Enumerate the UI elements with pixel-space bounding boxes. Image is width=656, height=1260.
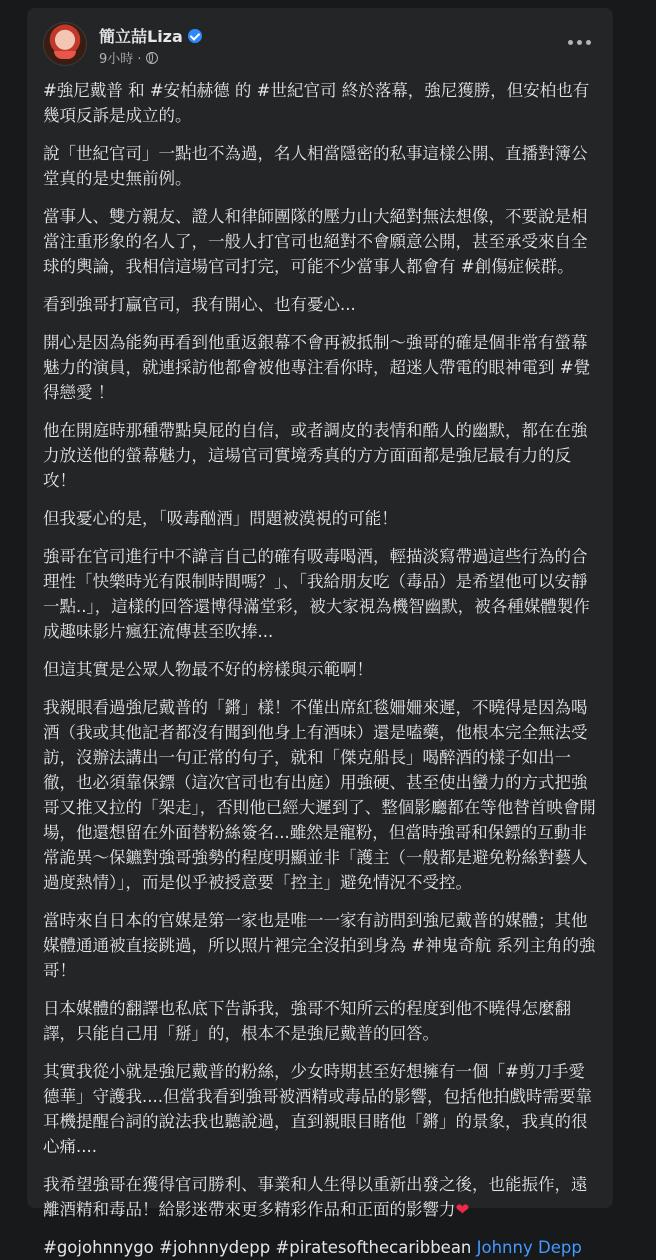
post-paragraph: 但我憂心的是，「吸毒酗酒」問題被漠視的可能！ [43,509,398,528]
post-paragraph: 當事人、雙方親友、證人和律師團隊的壓力山大絕對無法想像，不要說是相當注重形象的名人了，一般人打官司也絕對不會願意公開，甚至承受來自全球的輿論，我相信這場官司打完，可能不少當事人都會有 #創傷症候群。 [43,207,588,276]
post-paragraph-text: 我希望強哥在獲得官司勝利、事業和人生得以重新出發之後，也能振作，遠離酒精和毒品！給影迷帶來更多精彩作品和正面的影響力 [43,1175,588,1219]
tagged-page-link[interactable]: Johnny Depp [476,1238,582,1257]
post-card [27,8,613,1257]
post-paragraph-last [43,1172,601,1222]
post-paragraph: 說「世紀官司」一點也不為過，名人相當隱密的私事這樣公開、直播對簿公堂真的是史無前例。 [43,144,588,188]
post-paragraph: 開心是因為能夠再看到他重返銀幕不會再被抵制～強哥的確是個非常有螢幕魅力的演員，就連採訪他都會被他專注看你時，超迷人帶電的眼神電到 #覺得戀愛 ！ [43,333,591,402]
post-meta [99,48,158,67]
avatar[interactable] [43,22,87,66]
hashtags[interactable]: #gojohnnygo #johnnydepp #piratesofthecaribbean [43,1238,472,1257]
post-paragraph: 他在開庭時那種帶點臭屁的自信，或者調皮的表情和酷人的幽默，都在在強力放送他的螢幕魅力，這場官司實境秀真的方方面面都是強尼最有力的反攻！ [43,421,588,490]
verified-badge-icon [188,29,202,43]
author-name[interactable]: 簡立喆Liza [99,27,183,46]
post-body [43,78,601,1260]
post-paragraph: #強尼戴普 和 #安柏赫德 的 #世紀官司 終於落幕，強尼獲勝，但安柏也有幾項反訴是成立的。 [43,81,590,125]
more-dot-icon [586,40,591,45]
post-paragraph: 當時來自日本的官媒是第一家也是唯一一家有訪問到強尼戴普的媒體；其他媒體通通被直接跳過，所以照片裡完全沒拍到身為 #神鬼奇航 系列主角的強哥！ [43,911,596,980]
hashtag-row [43,1235,601,1260]
more-dot-icon [568,40,573,45]
post-paragraph: 我親眼看過強尼戴普的「鏘」樣！不僅出席紅毯姍姍來遲，不曉得是因為喝酒（我或其他記者都沒有聞到他身上有酒味）還是嗑藥，他根本完全無法受訪，沒辦法講出一句正常的句子，就和「傑克船長」喝醉酒的樣子如出一徹，也必須靠保鏢（這次官司也有出庭）用強硬、甚至使出蠻力的方式把強哥又推又拉的「架走」，否則他已經大遲到了、整個影廳都在等他替首映會開場，他還想留在外面替粉絲簽名...雖然是寵粉，但當時強哥和保鏢的互動非常詭異～保鑣對強哥強勢的程度明顯並非「護主（一般都是避免粉絲對藝人過度熱情）」，而是似乎被授意要「控主」避免情況不受控。 [43,698,596,892]
post-header [43,20,601,68]
more-options-button[interactable] [561,28,597,56]
globe-icon[interactable] [146,52,158,64]
author-row [99,24,202,47]
post-paragraph: 強哥在官司進行中不諱言自己的確有吸毒喝酒，輕描淡寫帶過這些行為的合理性「快樂時光有限制時間嗎？」、「我給朋友吃（毒品）是希望他可以安靜一點..」，這樣的回答還博得滿堂彩，被大家視為機智幽默，被各種媒體製作成趣味影片瘋狂流傳甚至吹捧... [43,547,590,641]
post-time[interactable]: 9小時 · [99,52,142,67]
heart-icon: ❤ [455,1200,470,1219]
post-paragraph: 但這其實是公眾人物最不好的榜樣與示範啊！ [43,660,373,679]
post-paragraph: 其實我從小就是強尼戴普的粉絲，少女時期甚至好想擁有一個「#剪刀手愛德華」守護我....但當我看到強哥被酒精或毒品的影響，包括他拍戲時需要靠耳機提醒台詞的說法我也聽說過，直到親眼目睹他「鏘」的景象，我真的很心痛.... [43,1062,592,1156]
post-paragraph: 看到強哥打贏官司，我有開心、也有憂心... [43,295,356,314]
more-dot-icon [577,40,582,45]
post-paragraph: 日本媒體的翻譯也私底下告訴我，強哥不知所云的程度到他不曉得怎麼翻譯，只能自己用「掰」的，根本不是強尼戴普的回答。 [43,999,571,1043]
